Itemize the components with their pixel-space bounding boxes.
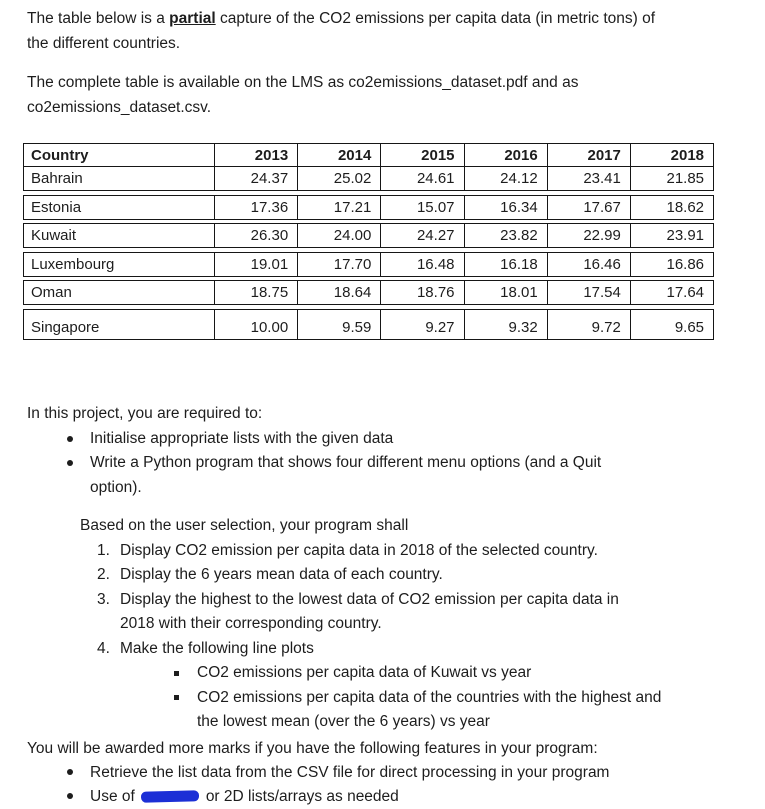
value-cell: 9.65 — [630, 310, 713, 339]
value-cell: 19.01 — [214, 253, 297, 276]
table-row — [23, 280, 714, 305]
value-cell: 24.27 — [380, 224, 463, 247]
value-cell: 17.70 — [297, 253, 380, 276]
value-cell: 17.54 — [547, 281, 630, 304]
numbered-item — [97, 539, 677, 564]
marks-bullet: Retrieve the list data from the CSV file for direct processing in your program — [27, 761, 747, 785]
marks-heading: You will be awarded more marks if you have the following features in your program: — [27, 740, 598, 757]
header-cell-country: Country — [31, 147, 89, 164]
value-cell: 16.34 — [464, 196, 547, 219]
table-row — [23, 195, 714, 220]
intro-paragraph-1 — [27, 6, 667, 56]
country-cell: Oman — [31, 284, 72, 302]
table-row — [23, 166, 714, 191]
redaction-scribble — [141, 790, 199, 803]
intro-text-before: The table below is a — [27, 10, 170, 27]
requirements-section — [27, 402, 677, 735]
country-cell: Bahrain — [31, 170, 83, 188]
partial-text-before: Use of — [90, 788, 135, 805]
header-cell-year: 2015 — [380, 144, 463, 167]
value-cell: 16.46 — [547, 253, 630, 276]
value-cell: 21.85 — [630, 167, 713, 190]
country-cell: Luxembourg — [31, 255, 115, 273]
numbered-item — [97, 563, 677, 588]
plot-bullet: CO2 emissions per capita data of Kuwait vs year — [27, 661, 677, 686]
requirements-heading: In this project, you are required to: — [27, 405, 263, 422]
value-cell: 15.07 — [380, 196, 463, 219]
value-cell: 16.18 — [464, 253, 547, 276]
requirement-bullet: Write a Python program that shows four different menu options (and a Quit option). — [27, 451, 650, 500]
numbered-item-text: Display the highest to the lowest data of CO2 emission per capita data in 2018 with their corresponding country. — [120, 590, 619, 632]
partial-text-after: or 2D lists/arrays as needed — [205, 788, 399, 805]
marks-section — [27, 737, 747, 809]
table-row — [23, 223, 714, 248]
country-cell: Estonia — [31, 198, 82, 216]
value-cell: 25.02 — [297, 167, 380, 190]
value-cell: 9.32 — [464, 310, 547, 339]
value-cell: 26.30 — [214, 224, 297, 247]
country-cell: Kuwait — [31, 227, 77, 245]
intro-text-after: capture of the CO2 emissions per capita data (in metric tons) of the different countries. — [27, 10, 656, 52]
value-cell: 18.62 — [630, 196, 713, 219]
list-number: 4. — [97, 639, 110, 657]
header-cell-year: 2014 — [297, 144, 380, 167]
value-cell: 17.67 — [547, 196, 630, 219]
list-number: 3. — [97, 590, 110, 608]
co2-emissions-table — [23, 143, 714, 340]
value-cell: 9.72 — [547, 310, 630, 339]
value-cell: 24.12 — [464, 167, 547, 190]
value-cell: 10.00 — [214, 310, 297, 339]
numbered-item — [97, 637, 677, 662]
value-cell: 24.61 — [380, 167, 463, 190]
value-cell: 24.37 — [214, 167, 297, 190]
header-cell-year: 2016 — [464, 144, 547, 167]
value-cell: 18.76 — [380, 281, 463, 304]
value-cell: 18.75 — [214, 281, 297, 304]
table-header-row — [23, 143, 714, 168]
menu-intro-text: Based on the user selection, your program shall — [80, 517, 409, 534]
value-cell: 23.91 — [630, 224, 713, 247]
value-cell: 16.48 — [380, 253, 463, 276]
value-cell: 18.01 — [464, 281, 547, 304]
numbered-item-text: Display CO2 emission per capita data in 2018 of the selected country. — [120, 541, 598, 559]
table-row — [23, 252, 714, 277]
intro-paragraph-2: The complete table is available on the LMS as co2emissions_dataset.pdf and as co2emissions_dataset.csv. — [27, 74, 579, 116]
value-cell: 24.00 — [297, 224, 380, 247]
value-cell: 16.86 — [630, 253, 713, 276]
value-cell: 17.36 — [214, 196, 297, 219]
numbered-item-text: Make the following line plots — [120, 639, 314, 657]
list-number: 1. — [97, 541, 110, 559]
header-cell-year: 2018 — [630, 144, 713, 167]
value-cell: 23.82 — [464, 224, 547, 247]
table-row — [23, 309, 714, 340]
numbered-item — [97, 588, 677, 637]
value-cell: 18.64 — [297, 281, 380, 304]
list-number: 2. — [97, 566, 110, 583]
requirement-bullet: Initialise appropriate lists with the given data — [27, 427, 677, 452]
partial-emphasis: partial — [169, 10, 216, 27]
numbered-item-text: Display the 6 years mean data of each country. — [120, 566, 443, 583]
value-cell: 17.64 — [630, 281, 713, 304]
value-cell: 9.27 — [380, 310, 463, 339]
value-cell: 9.59 — [297, 310, 380, 339]
value-cell: 17.21 — [297, 196, 380, 219]
header-cell-year: 2013 — [214, 144, 297, 167]
header-cell-year: 2017 — [547, 144, 630, 167]
value-cell: 23.41 — [547, 167, 630, 190]
country-cell: Singapore — [31, 318, 100, 336]
value-cell: 22.99 — [547, 224, 630, 247]
marks-bullet-partial — [27, 785, 747, 809]
plot-bullet: CO2 emissions per capita data of the countries with the highest and the lowest mean (over the 6 years) vs year — [27, 686, 677, 735]
